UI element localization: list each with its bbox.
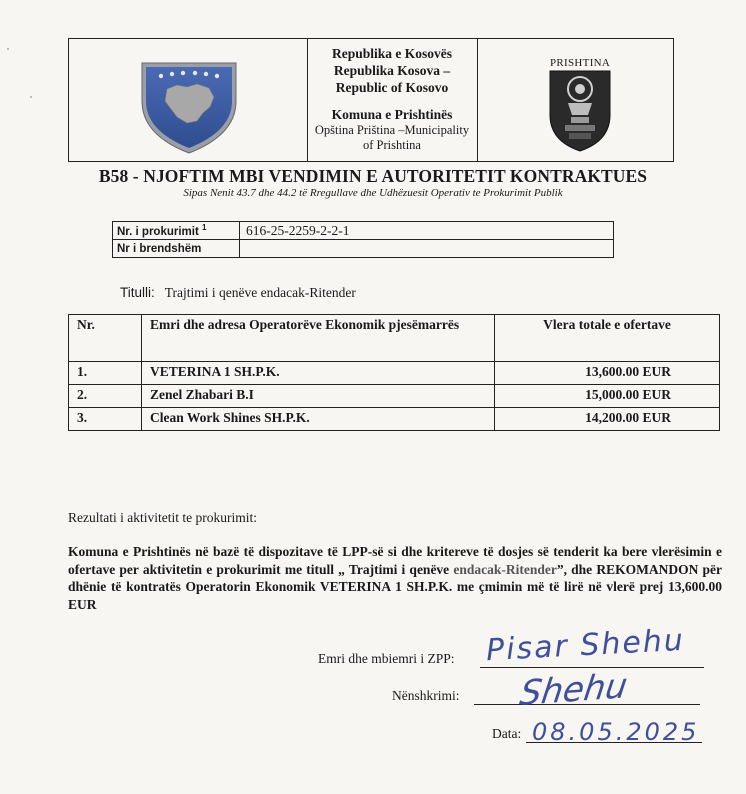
footnote-mark: 1 — [202, 223, 207, 233]
offers-header-value: Vlera totale e ofertave — [495, 315, 720, 362]
result-text-3: ”, dhe REKOMANDON për dhënie të kontratës Operatorin Ekonomik VETERINA 1 SH.P.K. me çmimin më të lirë në vlerë prej 13,600.00 EUR — [68, 561, 723, 612]
offers-table — [68, 314, 720, 431]
result-paragraph — [68, 543, 722, 613]
offer-nr: 3. — [69, 408, 142, 431]
document-header — [68, 38, 674, 162]
offer-value: 15,000.00 EUR — [495, 385, 720, 408]
offers-header-row — [69, 315, 720, 362]
result-text-1: Komuna e Prishtinës në bazë të dispozitave të LPP-së si dhe kritereve të dosjes së tenderit ka bere vlerësimin e ofertave per aktivitetin e prokurimit me titull „ Trajtimi i qenëve — [68, 544, 722, 577]
header-line-5: Opština Priština –Municipality — [314, 123, 470, 137]
header-line-6: of Prishtina — [363, 138, 421, 152]
zpp-name-handwriting: Pisar Shehu — [485, 622, 686, 669]
document-title: B58 - NJOFTIM MBI VENDIMIN E AUTORITETIT KONTRAKTUES — [98, 166, 648, 186]
offer-value: 14,200.00 EUR — [495, 408, 720, 431]
date-handwriting: 08.05.2025 — [532, 718, 700, 746]
table-row — [69, 362, 720, 385]
signature-label: Nënshkrimi: — [392, 688, 460, 703]
offer-operator: VETERINA 1 SH.P.K. — [142, 362, 495, 385]
result-label: Rezultati i aktivitetit te prokurimit: — [68, 510, 257, 525]
procurement-title — [120, 285, 356, 301]
header-center-cell — [307, 39, 478, 161]
offer-nr: 1. — [69, 362, 142, 385]
offer-nr: 2. — [69, 385, 142, 408]
header-right-cell — [477, 39, 673, 161]
document-subtitle: Sipas Nenit 43.7 dhe 44.2 të Rregullave dhe Udhëzuesit Operativ te Prokurimit Publik — [183, 187, 563, 199]
signature-handwriting: Shehu — [517, 666, 630, 714]
scan-speck — [30, 96, 32, 98]
header-left-cell — [69, 39, 308, 161]
procurement-number-label: Nr. i prokurimit $^1$ — [113, 222, 240, 240]
internal-number-value — [240, 240, 614, 258]
procurement-table — [112, 221, 614, 258]
procurement-number-row — [113, 222, 614, 240]
offers-header-nr: Nr. — [69, 315, 142, 362]
kosovo-coat-of-arms-icon — [69, 39, 307, 163]
procurement-number-value: 616-25-2259-2-2-1 — [240, 222, 614, 240]
zpp-name-label: Emri dhe mbiemri i ZPP: — [318, 651, 455, 666]
internal-number-row — [113, 240, 614, 258]
prishtina-coat-of-arms-icon — [547, 69, 613, 153]
table-row — [69, 408, 720, 431]
procurement-title-value: Trajtimi i qenëve endacak-Ritender — [164, 285, 356, 300]
offers-header-name: Emri dhe adresa Operatorëve Ekonomik pjesëmarrës — [142, 315, 495, 362]
table-row — [69, 385, 720, 408]
offer-operator: Zenel Zhabari B.I — [142, 385, 495, 408]
internal-number-label: Nr i brendshëm — [113, 240, 240, 258]
offer-operator: Clean Work Shines SH.P.K. — [142, 408, 495, 431]
offer-value: 13,600.00 EUR — [495, 362, 720, 385]
header-line-4: Komuna e Prishtinës — [331, 107, 453, 122]
date-label: Data: — [492, 726, 522, 741]
crest-label: PRISHTINA — [550, 57, 611, 69]
scan-speck — [7, 48, 9, 50]
procurement-title-label: Titulli: — [120, 285, 155, 300]
header-line-2: Republika Kosova – — [333, 63, 451, 78]
result-text-2: endacak-Ritender — [453, 561, 557, 577]
header-line-1: Republika e Kosovës — [331, 46, 453, 61]
header-line-3: Republic of Kosovo — [335, 80, 449, 95]
